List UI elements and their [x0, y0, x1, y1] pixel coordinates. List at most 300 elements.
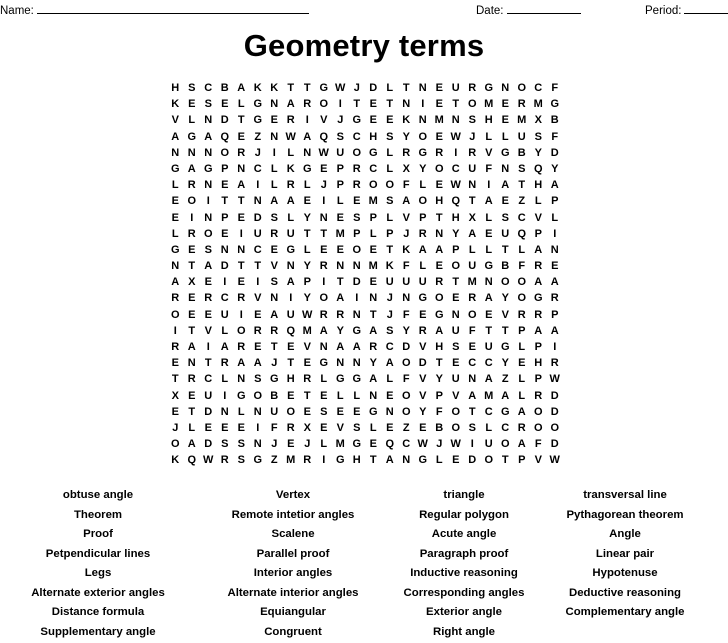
grid-letter: L: [188, 421, 196, 434]
grid-letter: I: [487, 179, 491, 192]
grid-letter: H: [451, 211, 460, 224]
grid-letter: A: [187, 438, 196, 451]
grid-letter: N: [336, 260, 345, 273]
grid-letter: I: [355, 292, 359, 305]
grid-letter: E: [270, 114, 278, 127]
grid-letter: G: [319, 357, 329, 370]
grid-letter: E: [237, 276, 245, 289]
grid-letter: L: [485, 211, 493, 224]
grid-letter: Z: [518, 195, 526, 208]
grid-letter: O: [500, 276, 510, 289]
grid-letter: R: [319, 260, 328, 273]
grid-letter: V: [534, 211, 542, 224]
grid-letter: N: [220, 405, 229, 418]
grid-letter: T: [501, 324, 509, 337]
grid-letter: P: [353, 227, 361, 240]
grid-letter: N: [435, 227, 444, 240]
grid-letter: O: [401, 405, 411, 418]
grid-letter: U: [501, 227, 510, 240]
grid-letter: E: [369, 243, 377, 256]
grid-letter: E: [320, 389, 328, 402]
grid-letter: N: [253, 195, 262, 208]
grid-letter: N: [253, 438, 262, 451]
grid-letter: N: [451, 308, 460, 321]
grid-letter: O: [517, 82, 527, 94]
grid-letter: E: [171, 211, 179, 224]
grid-letter: E: [336, 405, 344, 418]
grid-row: [167, 242, 563, 258]
grid-letter: A: [204, 130, 213, 143]
word-item: Distance formula: [51, 606, 145, 618]
word-item: Pythagorean theorem: [566, 508, 684, 521]
grid-letter: K: [402, 114, 411, 127]
grid-letter: I: [256, 179, 260, 192]
grid-letter: V: [419, 389, 427, 402]
grid-letter: T: [435, 211, 443, 224]
grid-letter: T: [303, 389, 311, 402]
grid-letter: A: [237, 179, 246, 192]
grid-letter: C: [204, 373, 213, 386]
word-column: [205, 486, 381, 642]
grid-letter: K: [171, 98, 180, 111]
grid-letter: E: [188, 98, 196, 111]
grid-letter: R: [517, 98, 526, 111]
grid-letter: V: [419, 341, 427, 353]
grid-row: [167, 80, 563, 96]
grid-letter: R: [369, 341, 378, 353]
grid-letter: Q: [451, 195, 461, 208]
grid-letter: K: [171, 454, 180, 467]
grid-letter: U: [451, 324, 460, 337]
grid-letter: T: [188, 324, 196, 337]
worksheet-header: [0, 0, 728, 20]
grid-letter: T: [386, 243, 394, 256]
grid-letter: M: [484, 389, 494, 402]
grid-letter: G: [500, 405, 510, 418]
grid-letter: D: [550, 389, 559, 402]
grid-letter: M: [335, 227, 345, 240]
grid-letter: U: [385, 276, 394, 289]
grid-letter: A: [385, 454, 394, 467]
grid-letter: L: [419, 179, 427, 192]
grid-letter: Q: [533, 162, 543, 175]
grid-letter: I: [470, 438, 474, 451]
grid-letter: A: [187, 162, 196, 175]
grid-letter: N: [418, 114, 427, 127]
grid-letter: N: [237, 243, 246, 256]
grid-letter: H: [534, 357, 543, 370]
grid-letter: L: [485, 243, 493, 256]
grid-letter: Q: [517, 227, 527, 240]
grid-letter: N: [286, 260, 295, 273]
grid-letter: T: [485, 324, 493, 337]
grid-letter: W: [450, 130, 461, 143]
grid-letter: E: [303, 405, 311, 418]
grid-letter: O: [220, 146, 230, 159]
grid-letter: A: [534, 243, 543, 256]
grid-letter: N: [501, 82, 510, 94]
grid-letter: A: [319, 324, 328, 337]
grid-letter: C: [468, 357, 477, 370]
grid-letter: E: [320, 162, 328, 175]
grid-letter: E: [452, 454, 460, 467]
grid-letter: S: [270, 211, 278, 224]
grid-letter: A: [517, 438, 526, 451]
grid-letter: E: [320, 243, 328, 256]
grid-letter: A: [286, 195, 295, 208]
grid-letter: N: [468, 373, 477, 386]
grid-letter: E: [287, 389, 295, 402]
grid-letter: X: [534, 114, 542, 127]
grid-letter: Y: [336, 324, 344, 337]
grid-letter: L: [287, 146, 295, 159]
grid-letter: O: [550, 421, 560, 434]
word-column: [376, 486, 552, 642]
grid-letter: L: [188, 114, 196, 127]
grid-letter: I: [173, 324, 177, 337]
grid-letter: W: [318, 146, 329, 159]
grid-letter: H: [171, 82, 180, 94]
grid-letter: O: [352, 243, 362, 256]
grid-letter: H: [534, 179, 543, 192]
grid-letter: X: [171, 389, 179, 402]
grid-letter: N: [319, 211, 328, 224]
grid-letter: E: [221, 227, 229, 240]
grid-letter: V: [303, 341, 311, 353]
grid-letter: Z: [402, 421, 410, 434]
word-item: Interior angles: [253, 567, 333, 579]
grid-letter: C: [204, 82, 213, 94]
grid-letter: L: [386, 146, 394, 159]
grid-letter: G: [418, 292, 428, 305]
grid-letter: L: [534, 195, 542, 208]
grid-letter: D: [220, 260, 229, 273]
grid-letter: R: [303, 454, 312, 467]
grid-letter: N: [336, 357, 345, 370]
grid-letter: A: [501, 179, 510, 192]
grid-letter: J: [304, 438, 311, 451]
word-item: Petpendicular lines: [45, 547, 151, 560]
grid-letter: L: [386, 162, 394, 175]
grid-letter: N: [270, 292, 279, 305]
grid-letter: G: [352, 373, 362, 386]
grid-letter: B: [435, 421, 444, 434]
grid-letter: R: [270, 324, 279, 337]
grid-letter: Y: [435, 373, 443, 386]
grid-letter: E: [353, 195, 361, 208]
grid-letter: C: [501, 421, 510, 434]
grid-row: [167, 145, 563, 161]
grid-row: [167, 258, 563, 274]
grid-letter: P: [518, 454, 526, 467]
grid-letter: J: [337, 114, 344, 127]
grid-letter: S: [353, 211, 361, 224]
grid-letter: V: [402, 211, 410, 224]
grid-letter: E: [270, 243, 278, 256]
grid-letter: S: [452, 341, 460, 353]
grid-letter: E: [369, 276, 377, 289]
grid-letter: F: [485, 162, 493, 175]
word-item: Proof: [83, 528, 113, 540]
grid-letter: V: [254, 292, 262, 305]
word-item: Right angle: [432, 625, 495, 638]
grid-letter: R: [171, 341, 180, 353]
grid-letter: K: [253, 82, 262, 94]
grid-letter: W: [335, 82, 346, 94]
grid-letter: O: [187, 195, 197, 208]
grid-letter: E: [386, 389, 394, 402]
grid-letter: L: [320, 373, 328, 386]
grid-letter: N: [402, 292, 411, 305]
grid-letter: T: [188, 405, 196, 418]
grid-letter: G: [484, 260, 494, 273]
grid-letter: A: [484, 373, 493, 386]
grid-row: [167, 388, 563, 404]
grid-letter: L: [320, 438, 328, 451]
grid-letter: N: [385, 405, 394, 418]
grid-letter: L: [221, 373, 229, 386]
grid-letter: J: [386, 292, 393, 305]
grid-letter: R: [352, 179, 361, 192]
grid-letter: U: [402, 276, 411, 289]
grid-row: [167, 112, 563, 128]
grid-letter: O: [286, 405, 296, 418]
grid-letter: V: [452, 389, 460, 402]
grid-letter: O: [533, 421, 543, 434]
grid-letter: G: [170, 162, 180, 175]
grid-letter: I: [553, 227, 557, 240]
grid-letter: A: [303, 130, 312, 143]
grid-letter: N: [451, 114, 460, 127]
grid-letter: O: [517, 292, 527, 305]
grid-letter: I: [239, 227, 243, 240]
grid-letter: K: [270, 82, 279, 94]
grid-letter: T: [468, 195, 476, 208]
grid-letter: P: [534, 227, 542, 240]
grid-letter: T: [501, 243, 509, 256]
grid-letter: I: [322, 195, 326, 208]
grid-row: [167, 129, 563, 145]
grid-letter: R: [534, 260, 543, 273]
grid-letter: O: [451, 421, 461, 434]
grid-letter: E: [188, 243, 196, 256]
page-title: Geometry terms: [243, 28, 485, 63]
grid-letter: N: [204, 179, 213, 192]
grid-letter: U: [451, 373, 460, 386]
grid-letter: L: [518, 341, 526, 353]
grid-letter: T: [237, 195, 245, 208]
grid-row: [167, 355, 563, 371]
grid-letter: C: [253, 162, 262, 175]
grid-row: [167, 371, 563, 387]
word-item: Scalene: [271, 528, 315, 540]
word-item: Paragraph proof: [419, 547, 509, 560]
grid-letter: Y: [419, 162, 427, 175]
grid-letter: Z: [254, 130, 262, 143]
grid-row: [167, 404, 563, 420]
grid-letter: D: [550, 405, 559, 418]
grid-letter: I: [305, 114, 309, 127]
grid-row: [167, 323, 563, 339]
grid-letter: N: [319, 341, 328, 353]
grid-letter: W: [285, 130, 296, 143]
grid-letter: T: [501, 454, 509, 467]
grid-letter: C: [253, 243, 262, 256]
grid-letter: Y: [501, 292, 509, 305]
grid-letter: W: [203, 454, 214, 467]
grid-letter: B: [220, 82, 229, 94]
grid-letter: I: [239, 308, 243, 321]
grid-letter: H: [435, 341, 444, 353]
word-item: Exterior angle: [426, 606, 502, 618]
grid-letter: A: [286, 276, 295, 289]
grid-letter: U: [204, 389, 213, 402]
grid-letter: L: [303, 179, 311, 192]
grid-letter: L: [419, 260, 427, 273]
letter-grid: [167, 80, 563, 469]
grid-letter: O: [418, 195, 428, 208]
grid-letter: E: [204, 421, 212, 434]
grid-letter: T: [287, 357, 295, 370]
grid-letter: E: [237, 211, 245, 224]
grid-letter: V: [270, 260, 278, 273]
grid-letter: O: [484, 454, 494, 467]
grid-letter: G: [253, 98, 263, 111]
grid-letter: A: [336, 292, 345, 305]
grid-letter: O: [236, 324, 246, 337]
grid-letter: U: [286, 308, 295, 321]
grid-letter: S: [386, 130, 394, 143]
grid-letter: G: [170, 243, 180, 256]
word-item: Inductive reasoning: [410, 567, 518, 579]
grid-letter: B: [270, 389, 279, 402]
grid-letter: L: [303, 243, 311, 256]
grid-letter: S: [468, 114, 476, 127]
grid-letter: V: [534, 454, 542, 467]
grid-letter: G: [550, 98, 560, 111]
grid-letter: A: [435, 324, 444, 337]
grid-letter: R: [270, 227, 279, 240]
grid-letter: E: [353, 405, 361, 418]
word-item: Legs: [84, 567, 112, 579]
grid-letter: X: [188, 276, 196, 289]
grid-letter: F: [402, 179, 410, 192]
grid-letter: O: [451, 405, 461, 418]
grid-letter: Z: [270, 454, 278, 467]
grid-letter: E: [204, 276, 212, 289]
grid-letter: S: [221, 438, 229, 451]
grid-letter: F: [534, 438, 542, 451]
grid-letter: N: [352, 260, 361, 273]
grid-letter: L: [435, 454, 443, 467]
grid-letter: S: [237, 438, 245, 451]
grid-letter: N: [369, 389, 378, 402]
grid-letter: E: [237, 130, 245, 143]
grid-letter: S: [254, 373, 262, 386]
grid-letter: F: [551, 82, 559, 94]
grid-row: [167, 436, 563, 452]
grid-letter: E: [518, 357, 526, 370]
grid-letter: A: [550, 179, 559, 192]
grid-letter: A: [468, 389, 477, 402]
grid-letter: A: [270, 195, 279, 208]
grid-letter: N: [220, 243, 229, 256]
grid-letter: K: [402, 243, 411, 256]
grid-letter: L: [287, 211, 295, 224]
grid-letter: J: [271, 438, 278, 451]
grid-letter: T: [435, 357, 443, 370]
grid-letter: Y: [551, 162, 559, 175]
grid-letter: G: [319, 82, 329, 94]
grid-letter: T: [386, 98, 394, 111]
grid-letter: Q: [220, 130, 230, 143]
grid-letter: N: [402, 98, 411, 111]
grid-row: [167, 161, 563, 177]
grid-letter: V: [336, 421, 344, 434]
grid-letter: G: [253, 454, 263, 467]
grid-letter: V: [419, 373, 427, 386]
grid-letter: U: [253, 227, 262, 240]
grid-letter: N: [352, 357, 361, 370]
grid-letter: A: [352, 341, 361, 353]
grid-letter: R: [319, 308, 328, 321]
word-item: Theorem: [73, 508, 123, 521]
grid-letter: O: [533, 405, 543, 418]
grid-letter: A: [171, 130, 180, 143]
grid-letter: G: [187, 130, 197, 143]
grid-letter: D: [204, 438, 213, 451]
grid-letter: L: [386, 211, 394, 224]
grid-letter: E: [336, 211, 344, 224]
grid-letter: E: [188, 292, 196, 305]
grid-letter: R: [237, 341, 246, 353]
grid-letter: R: [435, 276, 444, 289]
grid-letter: U: [484, 341, 493, 353]
grid-letter: G: [533, 292, 543, 305]
grid-letter: I: [206, 195, 210, 208]
period-blank-line: [684, 3, 728, 14]
grid-letter: L: [468, 243, 476, 256]
grid-letter: T: [204, 357, 212, 370]
grid-letter: D: [369, 82, 378, 94]
grid-letter: U: [468, 162, 477, 175]
grid-letter: A: [237, 82, 246, 94]
grid-letter: C: [484, 357, 493, 370]
grid-letter: H: [369, 130, 378, 143]
grid-letter: V: [171, 114, 179, 127]
grid-letter: J: [436, 438, 443, 451]
grid-letter: T: [452, 98, 460, 111]
grid-letter: G: [352, 324, 362, 337]
grid-letter: N: [484, 276, 493, 289]
grid-row: [167, 193, 563, 209]
grid-letter: E: [369, 438, 377, 451]
grid-letter: S: [518, 162, 526, 175]
grid-letter: A: [402, 195, 411, 208]
grid-letter: X: [468, 211, 476, 224]
grid-letter: C: [402, 438, 411, 451]
date-blank-line: [507, 3, 581, 14]
grid-letter: E: [221, 421, 229, 434]
grid-letter: S: [336, 130, 344, 143]
grid-letter: P: [534, 341, 542, 353]
grid-letter: S: [270, 276, 278, 289]
grid-letter: L: [270, 179, 278, 192]
grid-letter: N: [303, 146, 312, 159]
grid-letter: E: [171, 357, 179, 370]
grid-letter: G: [500, 341, 510, 353]
grid-letter: O: [170, 308, 180, 321]
